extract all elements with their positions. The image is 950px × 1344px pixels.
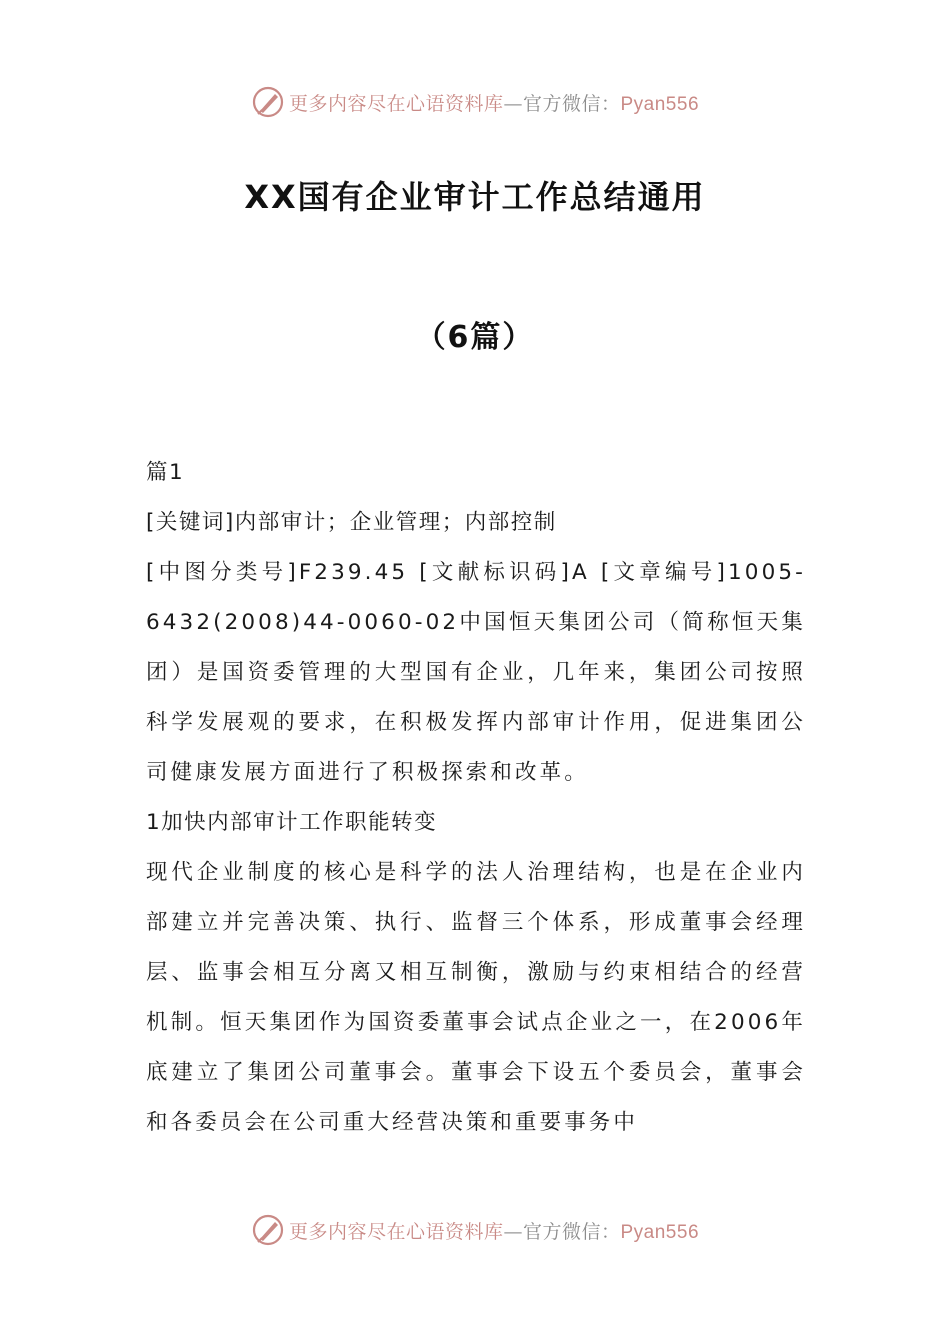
banner-wechat-label: 官方微信： [522, 1220, 621, 1243]
section-label: 篇1 [146, 460, 185, 485]
body-paragraph: 现代企业制度的核心是科学的法人治理结构，也是在企业内部建立并完善决策、执行、监督三个体系，形成董事会经理层、监事会相互分离又相互制衡，激励与约束相结合的经营机制。恒天集团作为国资委董事会试点企业之一，在2006年底建立了集团公司董事会。董事会下设五个委员会，董事会和各委员会在公司重大经营决策和重要事务中 [146, 860, 806, 1135]
document-subtitle: （6篇） [415, 320, 535, 355]
keywords-line: [关键词]内部审计；企业管理；内部控制 [146, 510, 557, 535]
header-watermark-banner [0, 82, 950, 122]
banner-text [289, 1217, 699, 1244]
banner-dash: — [503, 92, 523, 115]
classification-paragraph: [中图分类号]F239.45 [文献标识码]A [文章编号]1005-6432(2008)44-0060-02中国恒天集团公司（简称恒天集团）是国资委管理的大型国有企业，几年来，集团公司按照科学发展观的要求，在积极发挥内部审计作用，促进集团公司健康发展方面进行了积极探索和改革。 [146, 560, 806, 785]
quill-pen-logo-icon [251, 85, 285, 119]
banner-text [289, 89, 699, 116]
footer-watermark-banner [0, 1210, 950, 1250]
banner-account: Pyan556 [620, 1221, 700, 1243]
banner-wechat-label: 官方微信： [522, 92, 621, 115]
banner-dash: — [503, 1220, 523, 1243]
banner-account: Pyan556 [620, 93, 700, 115]
section-heading: 1加快内部审计工作职能转变 [146, 810, 438, 835]
banner-main-text: 更多内容尽在心语资料库 [288, 92, 504, 115]
quill-pen-logo-icon [251, 1213, 285, 1247]
document-body [146, 448, 806, 1148]
banner-main-text: 更多内容尽在心语资料库 [288, 1220, 504, 1243]
document-title: XX国有企业审计工作总结通用 [244, 178, 706, 216]
